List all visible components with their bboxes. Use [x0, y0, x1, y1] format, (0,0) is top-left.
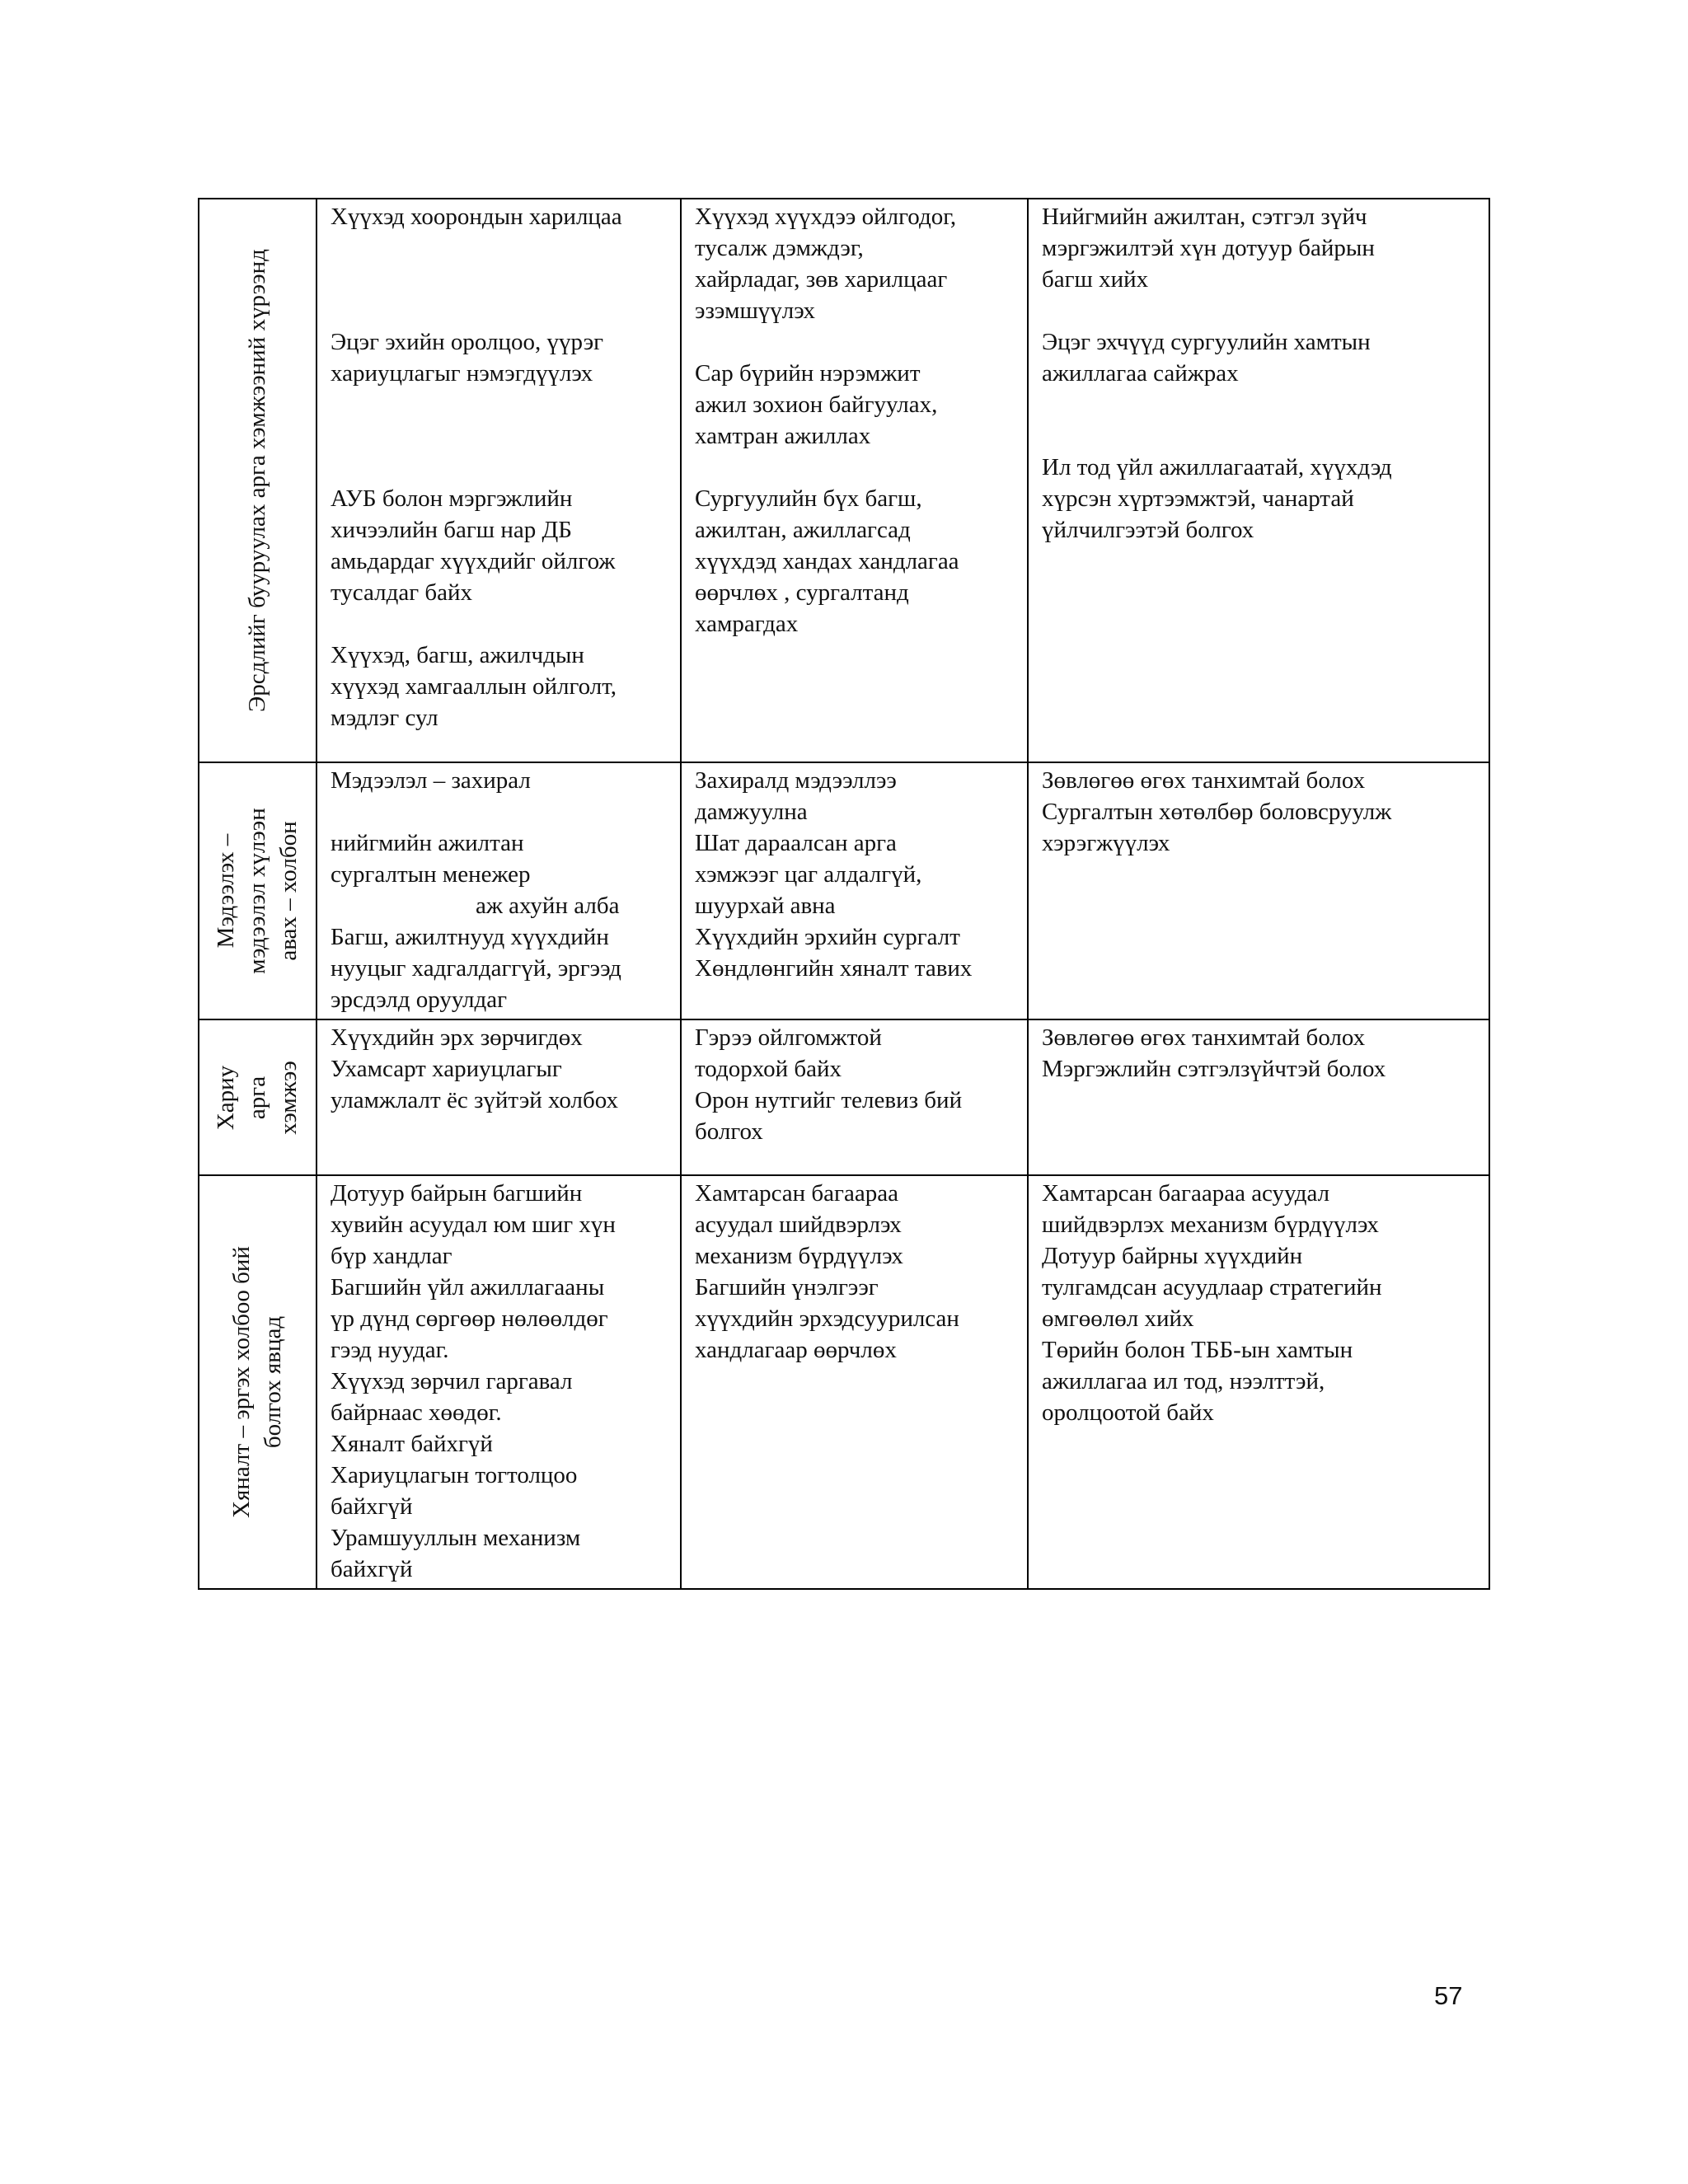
cell-line: Хүүхдийн эрхийн сургалт — [695, 924, 960, 950]
cell-line: Захиралд мэдээллээ — [695, 767, 897, 794]
cell-line: багш хийх — [1042, 266, 1149, 293]
cell-line: өөрчлөх , сургалтанд — [695, 579, 909, 606]
cell-line: аж ахуйн алба — [476, 893, 620, 919]
cell-line: ажил зохион байгуулах, — [695, 391, 938, 418]
cell-line: Эцэг эхийн оролцоо, үүрэг — [331, 329, 604, 355]
cell-line: Зөвлөгөө өгөх танхимтай болох — [1042, 767, 1366, 794]
cell-line: байрнаас хөөдөг. — [331, 1399, 502, 1426]
cell-line: хэмжээг цаг алдалгүй, — [695, 861, 922, 888]
cell-line: Хамтарсан багаараа — [695, 1180, 898, 1207]
row-label-response — [199, 1019, 316, 1175]
cell-line: Дотуур байрны хүүхдийн — [1042, 1243, 1303, 1269]
cell-line: хамрагдах — [695, 611, 799, 637]
cell-line: хүүхэд хамгааллын ойлголт, — [331, 673, 617, 700]
cell-line: Шат дараалсан арга — [695, 830, 897, 856]
cell-line: Нийгмийн ажилтан, сэтгэл зүйч — [1042, 204, 1367, 230]
cell-line: үйлчилгээтэй болгох — [1042, 517, 1254, 543]
cell-line: дамжуулна — [695, 799, 808, 825]
cell-line: Сургуулийн бүх багш, — [695, 485, 922, 512]
table-cell-situation — [316, 762, 681, 1019]
cell-line: бүр хандлаг — [331, 1243, 452, 1269]
row-label-text: Хариу арга хэмжээ — [212, 1060, 302, 1135]
row-label-reporting — [199, 762, 316, 1019]
cell-line: Ухамсарт хариуцлагыг — [331, 1056, 562, 1082]
cell-line: Хүүхэд зөрчил гаргавал — [331, 1368, 573, 1394]
cell-line: Сургалтын хөтөлбөр боловсруулж — [1042, 799, 1392, 825]
table-cell-measures — [681, 762, 1028, 1019]
row-label-text: Мэдээлэх – мэдээлэл хүлээн авах – холбон — [212, 808, 302, 974]
cell-line: тусалдаг байх — [331, 579, 473, 606]
cell-line: амьдардаг хүүхдийг ойлгож — [331, 548, 616, 574]
cell-line: асуудал шийдвэрлэх — [695, 1212, 902, 1238]
cell-line: ажиллагаа ил тод, нээлттэй, — [1042, 1368, 1325, 1394]
cell-line: хүүхдэд хандах хандлагаа — [695, 548, 959, 574]
table-cell-measures — [681, 1175, 1028, 1589]
cell-line: өмгөөлөл хийх — [1042, 1305, 1194, 1332]
table-cell-situation — [316, 1175, 681, 1589]
cell-line: хайрладаг, зөв харилцааг — [695, 266, 948, 293]
cell-line: хүүхдийн эрхэдсуурилсан — [695, 1305, 959, 1332]
line-gap — [331, 264, 668, 295]
table-cell-situation — [316, 1019, 681, 1175]
line-gap — [331, 295, 668, 326]
cell-line: Хүүхдийн эрх зөрчигдөх — [331, 1024, 583, 1051]
table-row-risk-reduction — [199, 199, 1489, 762]
cell-line: ажилтан, ажиллагсад — [695, 517, 911, 543]
cell-line: Хүүхэд, багш, ажилчдын — [331, 642, 584, 668]
cell-line: Багшийн үйл ажиллагааны — [331, 1274, 605, 1301]
table-row-monitoring — [199, 1175, 1489, 1589]
cell-line: Хөндлөнгийн хяналт тавих — [695, 955, 973, 982]
line-gap — [331, 608, 668, 640]
line-gap — [1042, 420, 1477, 452]
cell-line: механизм бүрдүүлэх — [695, 1243, 903, 1269]
cell-line: сургалтын менежер — [331, 861, 531, 888]
cell-line: хичээлийн багш нар ДБ — [331, 517, 572, 543]
cell-line: Хүүхэд хоорондын харилцаа — [331, 204, 622, 230]
cell-line: нийгмийн ажилтан — [331, 830, 524, 856]
cell-line: Гэрээ ойлгомжтой — [695, 1024, 882, 1051]
cell-line: эзэмшүүлэх — [695, 298, 816, 324]
table-cell-measures — [681, 1019, 1028, 1175]
cell-line: Мэдээлэл – захирал — [331, 767, 531, 794]
cell-line: Мэргэжлийн сэтгэлзүйчтэй болох — [1042, 1056, 1386, 1082]
cell-line: хамтран ажиллах — [695, 423, 871, 449]
table-cell-results — [1028, 1019, 1489, 1175]
line-gap — [331, 232, 668, 264]
line-gap — [1042, 389, 1477, 420]
cell-line: уламжлалт ёс зүйтэй холбох — [331, 1087, 619, 1113]
cell-line: Орон нутгийг телевиз бий — [695, 1087, 963, 1113]
cell-line: байхгүй — [331, 1556, 413, 1582]
line-gap — [1042, 295, 1477, 326]
table-cell-measures — [681, 199, 1028, 762]
cell-line: эрсдэлд оруулдаг — [331, 987, 508, 1013]
cell-line: байхгүй — [331, 1493, 413, 1520]
line-gap — [695, 452, 1015, 483]
cell-line: үр дүнд сөргөөр нөлөөлдөг — [331, 1305, 608, 1332]
line-gap — [331, 796, 668, 827]
cell-line: хандлагаар өөрчлөх — [695, 1337, 897, 1363]
cell-line: мэргэжилтэй хүн дотуур байрын — [1042, 235, 1375, 261]
cell-line: Зөвлөгөө өгөх танхимтай болох — [1042, 1024, 1366, 1051]
cell-line: Багшийн үнэлгээг — [695, 1274, 879, 1301]
table-row-response — [199, 1019, 1489, 1175]
table-cell-situation — [316, 199, 681, 762]
cell-line: оролцоотой байх — [1042, 1399, 1214, 1426]
measures-table — [198, 198, 1490, 1590]
line-gap — [331, 420, 668, 452]
cell-line: хүрсэн хүртээмжтэй, чанартай — [1042, 485, 1354, 512]
cell-line: АУБ болон мэргэжлийн — [331, 485, 573, 512]
row-label-text: Эрсдлийг бууруулах арга хэмжээний хүрээнд — [243, 249, 270, 712]
line-gap — [695, 326, 1015, 358]
page-number: 57 — [1434, 1981, 1463, 2010]
table-cell-results — [1028, 199, 1489, 762]
cell-line: ажиллагаа сайжрах — [1042, 360, 1239, 387]
line-gap — [331, 452, 668, 483]
cell-line: шуурхай авна — [695, 893, 836, 919]
cell-line: Багш, ажилтнууд хүүхдийн — [331, 924, 609, 950]
cell-line: хариуцлагыг нэмэгдүүлэх — [331, 360, 593, 387]
cell-line: Дотуур байрын багшийн — [331, 1180, 583, 1207]
cell-line: мэдлэг сул — [331, 705, 438, 731]
cell-line: Хариуцлагын тогтолцоо — [331, 1462, 578, 1488]
cell-line: нууцыг хадгалдаггүй, эргээд — [331, 955, 621, 982]
table-cell-results — [1028, 1175, 1489, 1589]
row-label-text: Хяналт – эргэх холбоо бий болгох явцад — [227, 1246, 286, 1518]
cell-line: шийдвэрлэх механизм бүрдүүлэх — [1042, 1212, 1379, 1238]
cell-line: хувийн асуудал юм шиг хүн — [331, 1212, 616, 1238]
cell-line: тусалж дэмждэг, — [695, 235, 864, 261]
cell-line: Ил тод үйл ажиллагаатай, хүүхдэд — [1042, 454, 1392, 480]
row-label-monitoring — [199, 1175, 316, 1589]
cell-line: Урамшууллын механизм — [331, 1525, 581, 1551]
cell-line: Сар бүрийн нэрэмжит — [695, 360, 921, 387]
table-row-reporting — [199, 762, 1489, 1019]
cell-line: Хамтарсан багаараа асуудал — [1042, 1180, 1330, 1207]
cell-line: болгох — [695, 1118, 763, 1145]
cell-line: Хүүхэд хүүхдээ ойлгодог, — [695, 204, 957, 230]
cell-line: тулгамдсан асуудлаар стратегийн — [1042, 1274, 1382, 1301]
cell-line: тодорхой байх — [695, 1056, 842, 1082]
cell-line: хэрэгжүүлэх — [1042, 830, 1170, 856]
line-gap — [331, 389, 668, 420]
cell-line: гээд нуудаг. — [331, 1337, 449, 1363]
row-label-risk-reduction — [199, 199, 316, 762]
cell-line: Төрийн болон ТББ-ын хамтын — [1042, 1337, 1353, 1363]
cell-line: Хяналт байхгүй — [331, 1431, 493, 1457]
cell-line: Эцэг эхчүүд сургуулийн хамтын — [1042, 329, 1371, 355]
table-cell-results — [1028, 762, 1489, 1019]
